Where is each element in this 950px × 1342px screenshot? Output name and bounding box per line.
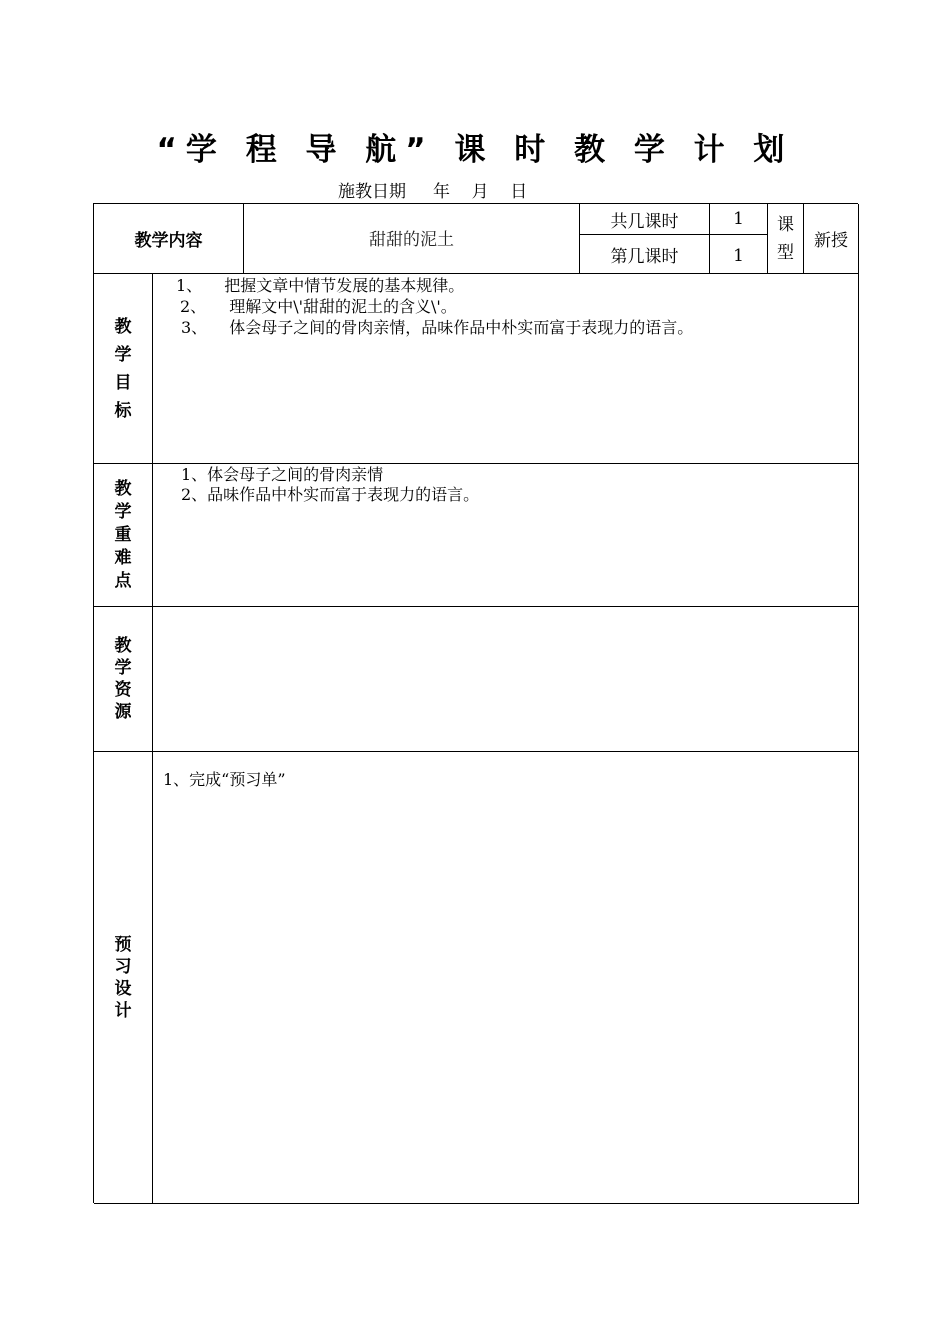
objectives-content bbox=[153, 274, 859, 464]
preview-label-cell bbox=[94, 752, 153, 1204]
total-periods-label-cell bbox=[580, 204, 710, 235]
total-periods-value: 1 bbox=[733, 209, 744, 229]
current-period-label: 第几课时 bbox=[610, 246, 679, 267]
lesson-title-cell bbox=[244, 204, 580, 274]
objectives-label-cell bbox=[94, 274, 153, 464]
objectives-label: 教学目标 bbox=[114, 316, 132, 421]
key-points-label: 教学重难点 bbox=[114, 478, 132, 591]
total-periods-label: 共几课时 bbox=[610, 211, 679, 232]
objective-item: 1、 把握文章中情节发展的基本规律。 bbox=[176, 276, 465, 295]
lesson-type-label-cell bbox=[768, 204, 804, 274]
current-period-value-cell bbox=[710, 235, 768, 274]
resources-content bbox=[153, 607, 859, 752]
lesson-type-value-cell bbox=[804, 204, 859, 274]
total-periods-value-cell bbox=[710, 204, 768, 235]
content-label-cell bbox=[94, 204, 244, 274]
resources-label-cell bbox=[94, 607, 153, 752]
lesson-type-value: 新授 bbox=[814, 231, 848, 251]
key-points-label-cell bbox=[94, 464, 153, 607]
resources-label: 教学资源 bbox=[114, 636, 132, 722]
current-period-value: 1 bbox=[733, 246, 744, 266]
lesson-title: 甜甜的泥土 bbox=[369, 230, 454, 250]
preview-content bbox=[153, 752, 859, 1204]
teaching-date: 施教日期 年 月 日 bbox=[338, 182, 528, 202]
page-title: “学 程 导 航” 课 时 教 学 计 划 bbox=[156, 132, 794, 168]
preview-item: 1、完成“预习单” bbox=[163, 770, 286, 789]
key-point-item: 2、品味作品中朴实而富于表现力的语言。 bbox=[181, 485, 480, 504]
objective-item: 3、 体会母子之间的骨肉亲情，品味作品中朴实而富于表现力的语言。 bbox=[181, 318, 694, 337]
preview-label: 预习设计 bbox=[114, 934, 132, 1021]
objective-item: 2、 理解文中\'甜甜的泥土的含义\'。 bbox=[180, 297, 457, 316]
lesson-plan-table bbox=[93, 203, 858, 1203]
content-label: 教学内容 bbox=[134, 231, 203, 251]
key-points-content bbox=[153, 464, 859, 607]
lesson-type-label: 课型 bbox=[777, 214, 794, 263]
key-point-item: 1、体会母子之间的骨肉亲情 bbox=[181, 465, 384, 484]
current-period-label-cell bbox=[580, 235, 710, 274]
